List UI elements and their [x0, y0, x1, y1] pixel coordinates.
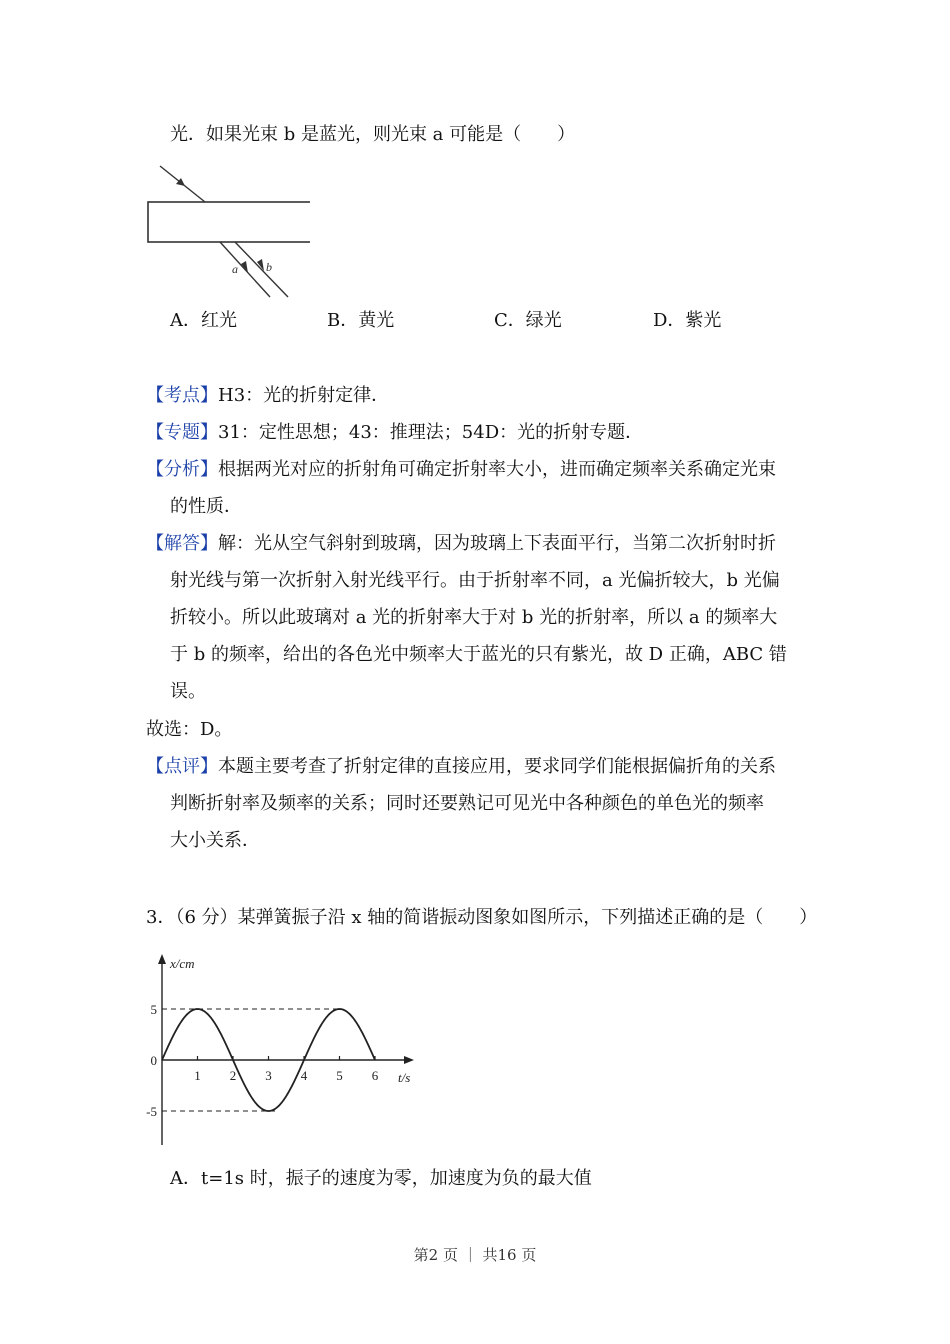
dianping-line-1 — [146, 755, 776, 779]
q2-stem-tail: 光．如果光束 b 是蓝光，则光束 a 可能是（ ） — [170, 124, 576, 145]
dianping-line-2: 判断折射率及频率的关系；同时还要熟记可见光中各种颜色的单色光的频率 — [170, 793, 764, 814]
ray-b — [235, 242, 288, 297]
label-a: a — [232, 262, 238, 276]
zhuanti-text: 31：定性思想；43：推理法；54D：光的折射专题． — [218, 422, 644, 443]
refraction-figure — [140, 158, 310, 303]
x-tick-label-5: 5 — [336, 1068, 343, 1083]
fenxi-line-2: 的性质． — [170, 496, 242, 517]
fenxi-line-1 — [146, 458, 776, 482]
page-footer: 第2 页 ｜ 共16 页 — [413, 1246, 537, 1264]
jieda-line-5: 误。 — [170, 681, 206, 702]
jieda-tag: 【解答】 — [146, 533, 218, 554]
x-axis-arrow — [404, 1056, 414, 1064]
jieda-line-1 — [146, 532, 776, 556]
kaodian-text: H3：光的折射定律． — [218, 385, 390, 406]
glass-slab — [148, 202, 310, 242]
option-d: D．紫光 — [653, 310, 722, 331]
y-axis-arrow — [158, 954, 166, 964]
x-tick-label-3: 3 — [265, 1068, 272, 1083]
label-b: b — [266, 260, 272, 274]
x-tick-label-4: 4 — [300, 1068, 308, 1083]
dianping-line-3: 大小关系． — [170, 830, 260, 851]
zhuanti-line — [146, 421, 643, 445]
q3-stem: 3．（6 分）某弹簧振子沿 x 轴的简谐振动图象如图所示，下列描述正确的是（ ） — [146, 907, 818, 928]
x-tick-label-1: 1 — [194, 1068, 201, 1083]
option-a: A．红光 — [170, 310, 237, 331]
y-axis-label: x/cm — [170, 956, 195, 971]
option-b: B．黄光 — [327, 310, 395, 331]
fenxi-text-1: 根据两光对应的折射角可确定折射率大小，进而确定频率关系确定光束 — [218, 459, 776, 480]
shm-graph — [140, 948, 430, 1153]
kaodian-tag: 【考点】 — [146, 385, 218, 406]
y-tick-label-0: 0 — [150, 1053, 157, 1068]
guxuan-line: 故选：D。 — [146, 719, 233, 740]
x-tick-label-2: 2 — [229, 1068, 237, 1083]
fenxi-tag: 【分析】 — [146, 459, 218, 480]
zhuanti-tag: 【专题】 — [146, 422, 218, 443]
y-tick-label-5: 5 — [150, 1002, 157, 1017]
ray-a — [220, 242, 270, 297]
y-tick-label--5: -5 — [146, 1104, 157, 1119]
jieda-line-4: 于 b 的频率，给出的各色光中频率大于蓝光的只有紫光，故 D 正确，ABC 错 — [170, 644, 787, 665]
kaodian-line — [146, 384, 389, 408]
x-axis-label: t/s — [398, 1070, 411, 1085]
jieda-line-2: 射光线与第一次折射入射光线平行。由于折射率不同，a 光偏折较大，b 光偏 — [170, 570, 780, 591]
jieda-text-1: 解：光从空气斜射到玻璃，因为玻璃上下表面平行，当第二次折射时折 — [218, 533, 776, 554]
jieda-line-3: 折较小。所以此玻璃对 a 光的折射率大于对 b 光的折射率，所以 a 的频率大 — [170, 607, 778, 628]
q3-option-a: A．t=1s 时，振子的速度为零，加速度为负的最大值 — [170, 1168, 592, 1189]
dianping-tag: 【点评】 — [146, 756, 218, 777]
x-tick-label-6: 6 — [371, 1068, 379, 1083]
dianping-text-1: 本题主要考查了折射定律的直接应用，要求同学们能根据偏折角的关系 — [218, 756, 776, 777]
option-c: C．绿光 — [494, 310, 562, 331]
